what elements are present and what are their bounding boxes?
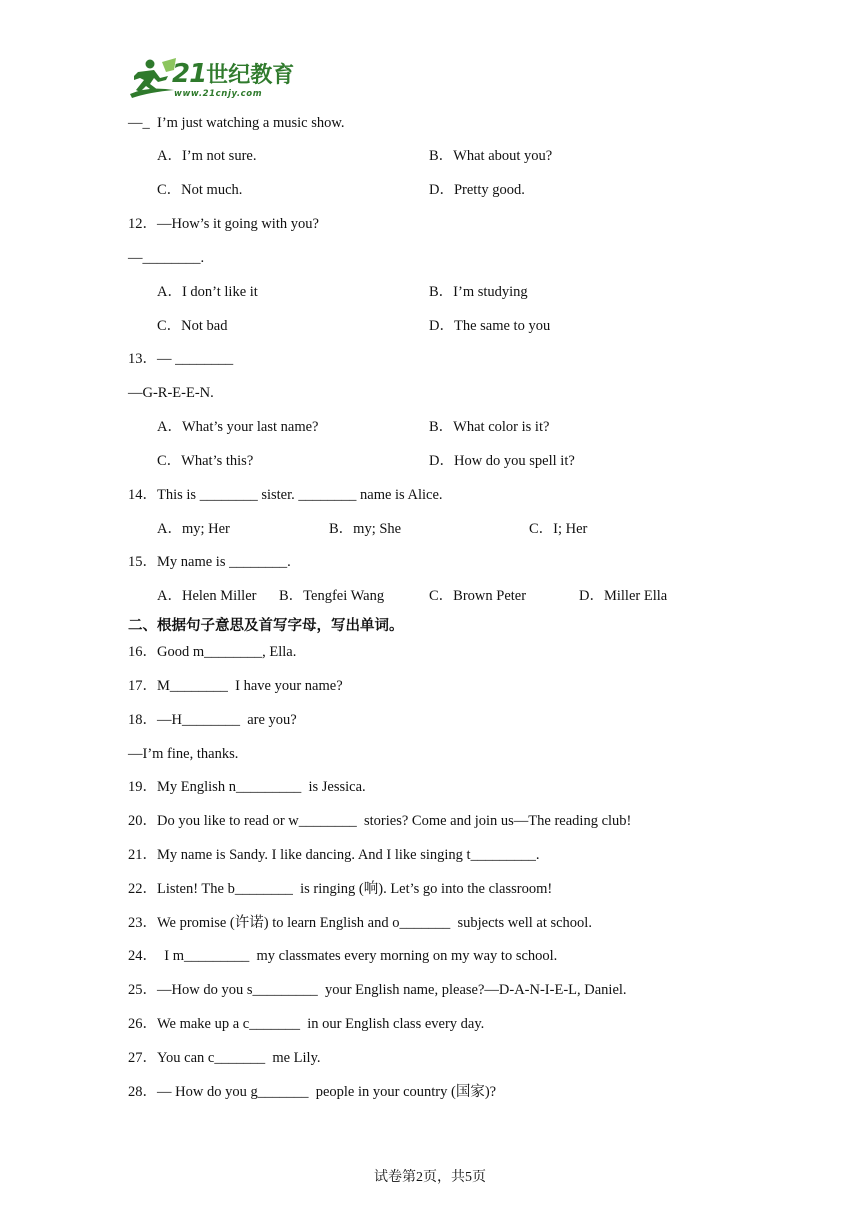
q20-question: 20．Do you like to read or w________ stories? Come and join us—The reading club! xyxy=(128,813,632,829)
q26-question: 26．We make up a c_______ in our English class every day. xyxy=(128,1016,485,1032)
page-footer: 试卷第2页，共5页 xyxy=(374,1170,486,1185)
q13-option-c[interactable]: C．What’s this? xyxy=(157,453,254,469)
q13-option-d[interactable]: D．How do you spell it? xyxy=(429,453,575,469)
logo-url: www.21cnjy.com xyxy=(174,89,263,99)
q25-question: 25．—How do you s_________ your English name, please?—D-A-N-I-E-L, Daniel. xyxy=(128,982,627,998)
q13-question: 13．— ________ xyxy=(128,351,234,367)
q13-option-a[interactable]: A．What’s your last name? xyxy=(157,419,319,435)
q11-option-c[interactable]: C．Not much. xyxy=(157,182,243,198)
q19-question: 19．My English n_________ is Jessica. xyxy=(128,779,366,795)
section-2-heading: 二、根据句子意思及首写字母，写出单词。 xyxy=(128,618,404,634)
q18-question: 18．—H________ are you? xyxy=(128,712,297,728)
q15-question: 15．My name is ________. xyxy=(128,554,291,570)
q11-option-d[interactable]: D．Pretty good. xyxy=(429,182,525,198)
q12-reply: —________. xyxy=(128,250,205,266)
q12-option-a[interactable]: A．I don’t like it xyxy=(157,284,258,300)
q15-option-a[interactable]: A．Helen Miller xyxy=(157,588,257,604)
logo-wordmark xyxy=(172,58,294,89)
q17-question: 17．M________ I have your name? xyxy=(128,678,343,694)
logo-chinese-text: 世纪教育 xyxy=(206,63,295,88)
q18-reply: —I’m fine, thanks. xyxy=(128,746,239,762)
q14-question: 14．This is ________ sister. ________ name is Alice. xyxy=(128,487,443,503)
q14-option-b[interactable]: B．my; She xyxy=(329,521,402,537)
q15-option-d[interactable]: D．Miller Ella xyxy=(579,588,668,604)
q16-question: 16．Good m________, Ella. xyxy=(128,644,297,660)
q13-option-b[interactable]: B．What color is it? xyxy=(429,419,550,435)
q12-question: 12．—How’s it going with you? xyxy=(128,216,319,232)
q15-option-c[interactable]: C．Brown Peter xyxy=(429,588,527,604)
q14-option-c[interactable]: C．I; Her xyxy=(529,521,588,537)
q21-question: 21．My name is Sandy. I like dancing. And I like singing t_________. xyxy=(128,847,540,863)
q15-option-b[interactable]: B．Tengfei Wang xyxy=(279,588,385,604)
q23-question: 23．We promise (许诺) to learn English and o_______ subjects well at school. xyxy=(128,915,592,931)
q11-option-a[interactable]: A．I’m not sure. xyxy=(157,148,257,164)
q11-option-b[interactable]: B．What about you? xyxy=(429,148,553,164)
q12-option-d[interactable]: D．The same to you xyxy=(429,318,551,334)
q11-reply: —_ I’m just watching a music show. xyxy=(128,115,345,131)
q14-option-a[interactable]: A．my; Her xyxy=(157,521,230,537)
q28-question: 28．— How do you g_______ people in your country (国家)? xyxy=(128,1084,497,1100)
logo-number: 21 xyxy=(172,59,207,89)
publisher-logo xyxy=(128,56,298,102)
runner-logo-icon xyxy=(128,56,178,102)
q12-option-b[interactable]: B．I’m studying xyxy=(429,284,528,300)
q27-question: 27．You can c_______ me Lily. xyxy=(128,1050,321,1066)
q22-question: 22．Listen! The b________ is ringing (响). Let’s go into the classroom! xyxy=(128,881,553,897)
q13-reply: —G-R-E-E-N. xyxy=(128,385,214,401)
q12-option-c[interactable]: C．Not bad xyxy=(157,318,228,334)
q24-question: 24． I m_________ my classmates every morning on my way to school. xyxy=(128,948,558,964)
